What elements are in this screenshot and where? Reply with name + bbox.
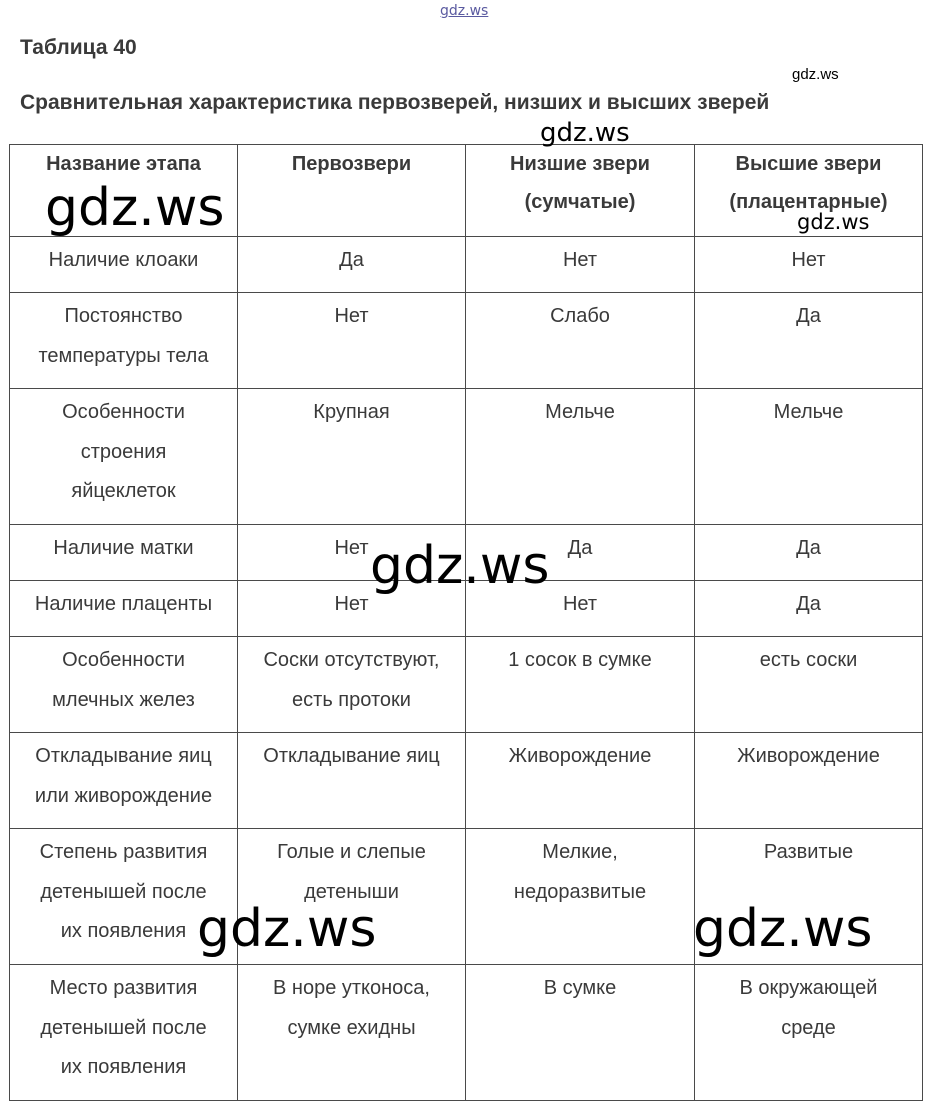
table-cell: В окружающей среде <box>695 965 923 1101</box>
row-label-cell: Особенности млечных желез <box>10 637 238 733</box>
watermark-small: gdz.ws <box>792 66 839 83</box>
row-label-cell: Место развития детенышей после их появления <box>10 965 238 1101</box>
row-label-cell: Постоянство температуры тела <box>10 293 238 389</box>
row-label-cell: Особенности строения яйцеклеток <box>10 389 238 525</box>
watermark-mid-2: gdz.ws <box>797 210 870 234</box>
watermark-big-3: gdz.ws <box>197 899 377 959</box>
row-label-cell: Наличие матки <box>10 525 238 581</box>
table-cell: Да <box>695 525 923 581</box>
row-label-cell: Степень развития детенышей после их появления <box>10 829 238 965</box>
table-cell: Мелкие, недоразвитые <box>466 829 695 965</box>
table-cell: Живорождение <box>695 733 923 829</box>
table-number-label: Таблица 40 <box>20 36 137 59</box>
header-marsupials: Низшие звери (сумчатые) <box>466 145 695 237</box>
table-cell: Нет <box>466 581 695 637</box>
header-stage-name: Название этапа <box>10 145 238 237</box>
table-cell: Мельче <box>466 389 695 525</box>
watermark-big-4: gdz.ws <box>693 899 873 959</box>
table-cell: В сумке <box>466 965 695 1101</box>
page-title: Сравнительная характеристика первозверей, низших и высших зверей <box>20 91 770 114</box>
table-cell: Нет <box>238 293 466 389</box>
table-row <box>10 637 923 733</box>
row-label-cell: Наличие плаценты <box>10 581 238 637</box>
table-cell: В норе утконоса, сумке ехидны <box>238 965 466 1101</box>
table-cell: Нет <box>238 525 466 581</box>
table-cell: Крупная <box>238 389 466 525</box>
header-monotremes: Первозвери <box>238 145 466 237</box>
table-cell: Соски отсутствуют, есть протоки <box>238 637 466 733</box>
row-label-cell: Откладывание яиц или живорождение <box>10 733 238 829</box>
table-row <box>10 965 923 1101</box>
table-cell: Нет <box>238 581 466 637</box>
table-row <box>10 733 923 829</box>
table-row <box>10 389 923 525</box>
watermark-big-1: gdz.ws <box>45 178 225 238</box>
watermark-big-2: gdz.ws <box>370 536 550 596</box>
header-placentals: Высшие звери (плацентарные) <box>695 145 923 237</box>
table-cell: Откладывание яиц <box>238 733 466 829</box>
table-cell: Развитые <box>695 829 923 965</box>
table-cell: Да <box>695 581 923 637</box>
table-cell: Да <box>238 237 466 293</box>
table-cell: Нет <box>466 237 695 293</box>
watermark-mid-1: gdz.ws <box>540 118 630 148</box>
table-cell: Голые и слепые детеныши <box>238 829 466 965</box>
row-label-cell: Наличие клоаки <box>10 237 238 293</box>
table-cell: есть соски <box>695 637 923 733</box>
table-cell: Слабо <box>466 293 695 389</box>
table-cell: 1 сосок в сумке <box>466 637 695 733</box>
table-cell: Живорождение <box>466 733 695 829</box>
table-cell: Да <box>466 525 695 581</box>
table-cell: Мельче <box>695 389 923 525</box>
table-cell: Да <box>695 293 923 389</box>
table-row <box>10 293 923 389</box>
watermark-top-link[interactable]: gdz.ws <box>440 3 489 19</box>
table-row <box>10 237 923 293</box>
table-cell: Нет <box>695 237 923 293</box>
